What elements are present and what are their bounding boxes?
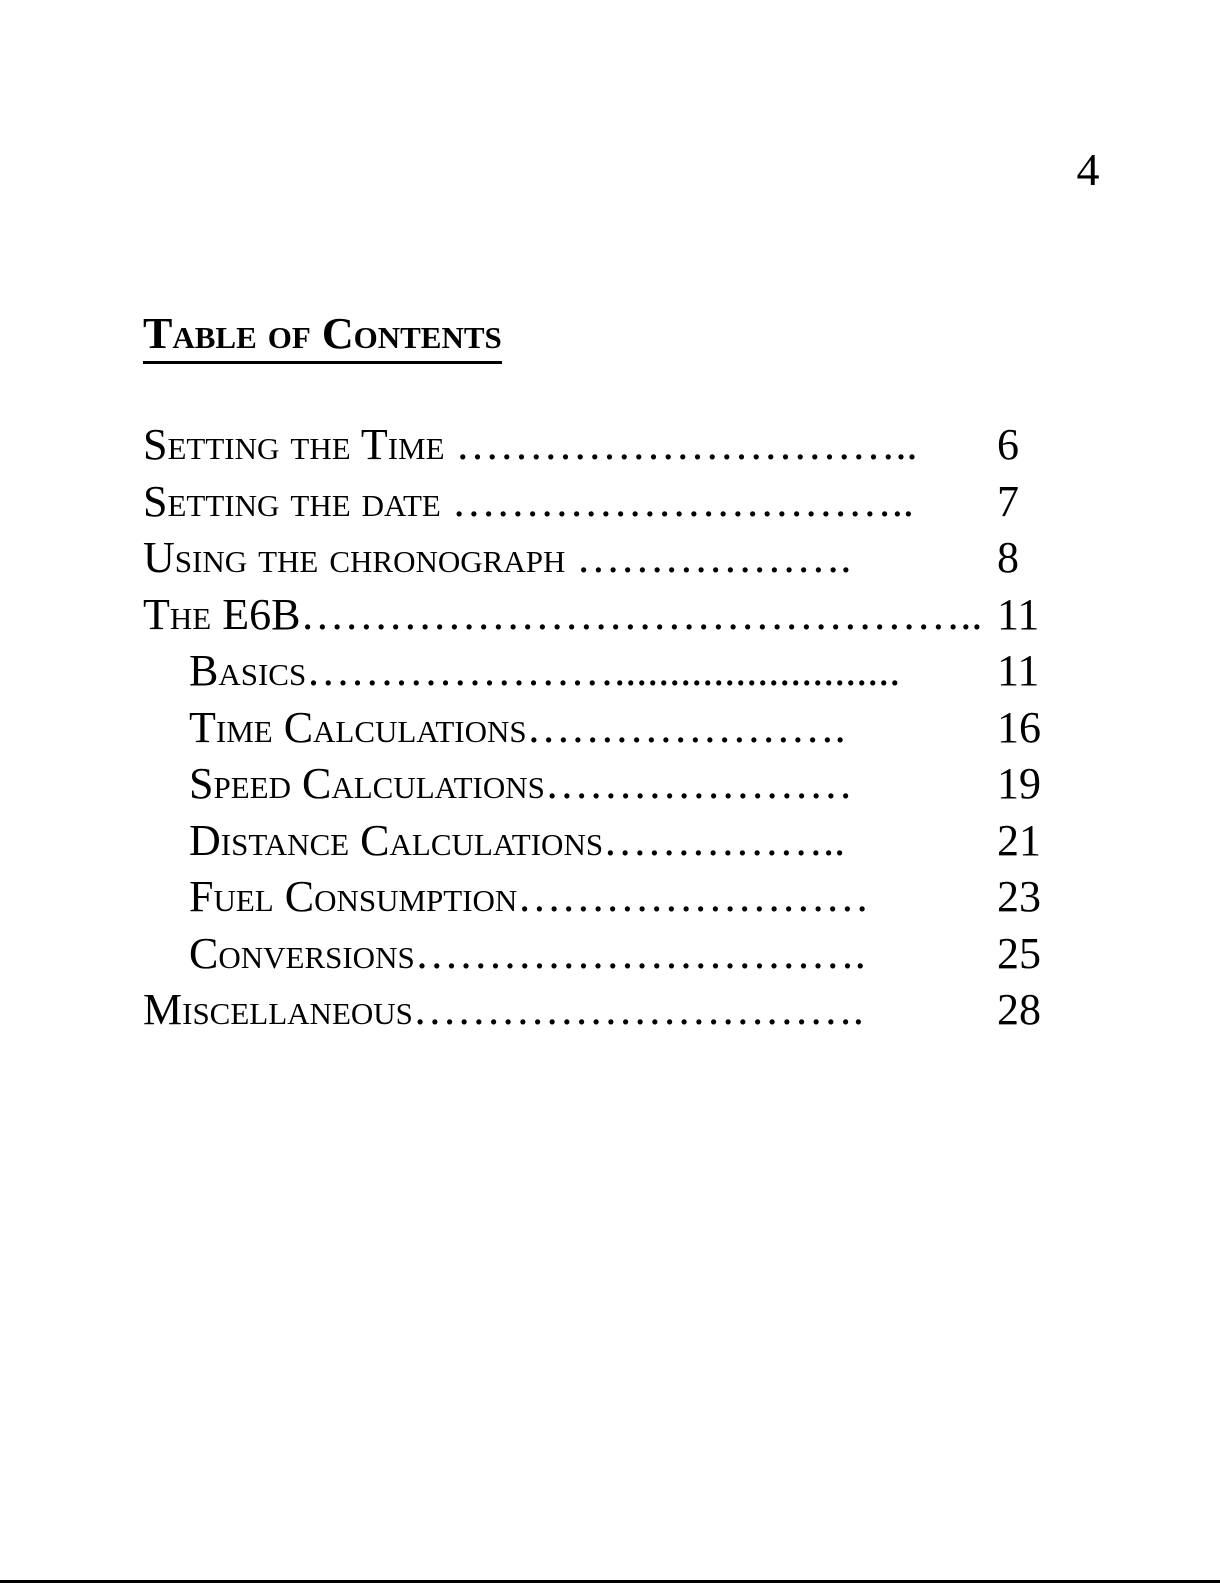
toc-entry-distance-calculations[interactable] — [0, 813, 1220, 870]
toc-entry-e6b[interactable] — [0, 587, 1220, 644]
toc-entry-page: 25 — [997, 928, 1041, 978]
toc-entry-fuel-consumption[interactable] — [0, 869, 1220, 926]
toc-entry-label: Distance Calculations…………….. — [189, 815, 846, 865]
toc-entry-page: 19 — [997, 759, 1041, 808]
toc-entry-page: 16 — [997, 702, 1041, 752]
toc-entry-label: Speed Calculations………………… — [189, 759, 853, 808]
toc-entry-page: 11 — [997, 646, 1040, 695]
toc-entry-page: 28 — [997, 985, 1041, 1034]
toc-entry-page: 23 — [997, 872, 1041, 921]
toc-entry-page: 6 — [997, 420, 1019, 469]
toc-entry-label: Miscellaneous…………………………. — [143, 985, 864, 1034]
toc-entry-label: The E6B……………………………………….. — [143, 589, 983, 639]
toc-list — [0, 417, 1220, 1039]
toc-entry-chronograph[interactable] — [0, 530, 1220, 587]
toc-entry-basics[interactable] — [0, 643, 1220, 700]
page-number: 4 — [1076, 144, 1100, 195]
toc-entry-page: 8 — [997, 533, 1019, 582]
toc-entry-label: Conversions…………………………. — [189, 928, 866, 978]
toc-entry-miscellaneous[interactable] — [0, 982, 1220, 1039]
toc-entry-conversions[interactable] — [0, 926, 1220, 983]
toc-entry-setting-time[interactable] — [0, 417, 1220, 474]
toc-entry-speed-calculations[interactable] — [0, 756, 1220, 813]
toc-entry-label: Using the chronograph ………………. — [143, 533, 852, 582]
toc-entry-page: 11 — [997, 589, 1040, 639]
toc-entry-label: Setting the date ………………………….. — [143, 476, 914, 526]
toc-entry-label: Fuel Consumption…………………… — [189, 872, 870, 921]
toc-entry-label: Time Calculations…………………. — [189, 702, 846, 752]
toc-entry-label: Basics………………….......................... — [189, 646, 901, 695]
toc-entry-time-calculations[interactable] — [0, 700, 1220, 757]
toc-entry-setting-date[interactable] — [0, 474, 1220, 531]
toc-entry-page: 21 — [997, 815, 1041, 865]
toc-entry-label: Setting the Time ………………………….. — [143, 420, 918, 469]
toc-entry-page: 7 — [997, 476, 1019, 526]
toc-title: Table of Contents — [143, 307, 502, 364]
